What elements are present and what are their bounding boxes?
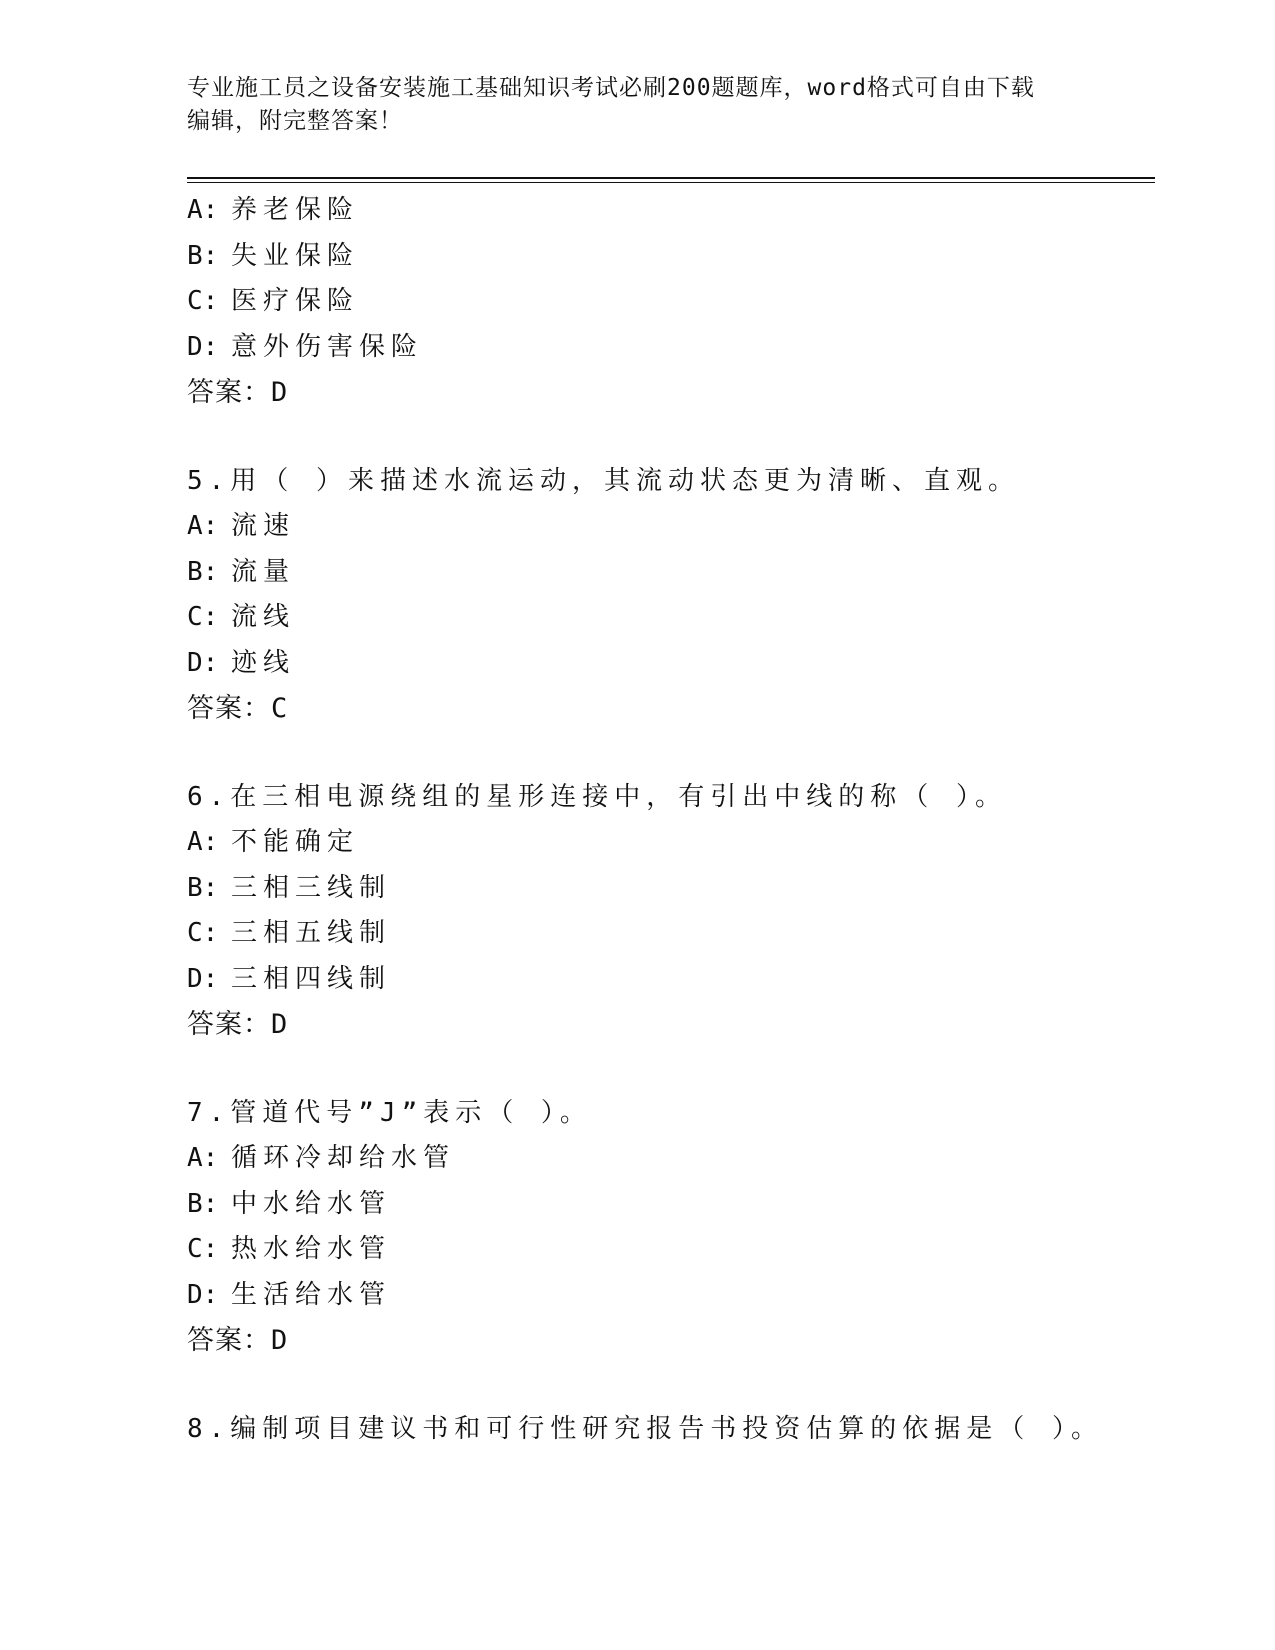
option-d xyxy=(187,325,1147,371)
option-c xyxy=(187,1227,1147,1273)
option-letter: C: xyxy=(187,1234,219,1264)
option-text: 医疗保险 xyxy=(231,286,360,316)
option-letter: B: xyxy=(187,1188,219,1219)
option-b xyxy=(187,866,1147,912)
option-letter: A: xyxy=(187,511,219,541)
question-block xyxy=(187,188,1147,416)
question-block xyxy=(187,775,1147,1048)
option-letter: B: xyxy=(187,556,219,587)
option-text: 不能确定 xyxy=(231,827,360,857)
option-d xyxy=(187,957,1147,1003)
option-c xyxy=(187,279,1147,325)
option-text: 养老保险 xyxy=(231,195,360,225)
answer-label: 答案： xyxy=(187,1009,271,1040)
option-c xyxy=(187,911,1147,957)
answer-value: C xyxy=(271,693,289,724)
question-stem: 8.编制项目建议书和可行性研究报告书投资估算的依据是（ ）。 xyxy=(187,1413,1103,1444)
option-d xyxy=(187,1273,1147,1319)
option-text: 三相三线制 xyxy=(231,872,392,903)
option-text: 流量 xyxy=(231,556,296,587)
document-header xyxy=(187,72,1087,138)
header-line-1: 专业施工员之设备安装施工基础知识考试必刷200题题库，word格式可自由下载 xyxy=(187,75,1035,101)
option-letter: C: xyxy=(187,286,219,316)
answer-label: 答案： xyxy=(187,693,271,724)
header-divider xyxy=(187,177,1155,179)
answer-line xyxy=(187,686,1147,732)
option-a xyxy=(187,188,1147,234)
question-stem: 6.在三相电源绕组的星形连接中，有引出中线的称（ ）。 xyxy=(187,781,1007,812)
question-block xyxy=(187,1407,1147,1453)
option-letter: A: xyxy=(187,827,219,857)
answer-value: D xyxy=(271,377,289,408)
question-block xyxy=(187,459,1147,732)
question-list xyxy=(187,188,1147,1495)
option-a xyxy=(187,820,1147,866)
option-letter: D: xyxy=(187,1279,219,1310)
option-text: 失业保险 xyxy=(231,240,360,271)
option-letter: D: xyxy=(187,647,219,678)
answer-label: 答案： xyxy=(187,1325,271,1356)
option-letter: D: xyxy=(187,331,219,362)
option-text: 流线 xyxy=(231,602,296,632)
option-letter: C: xyxy=(187,918,219,948)
question-block xyxy=(187,1091,1147,1364)
option-letter: B: xyxy=(187,240,219,271)
option-text: 热水给水管 xyxy=(231,1234,392,1264)
answer-line xyxy=(187,1318,1147,1364)
option-a xyxy=(187,1136,1147,1182)
option-text: 生活给水管 xyxy=(231,1279,392,1310)
option-text: 三相四线制 xyxy=(231,963,392,994)
option-text: 流速 xyxy=(231,511,296,541)
option-letter: A: xyxy=(187,195,219,225)
option-text: 意外伤害保险 xyxy=(231,331,424,362)
option-letter: B: xyxy=(187,872,219,903)
option-text: 循环冷却给水管 xyxy=(231,1143,456,1173)
answer-label: 答案： xyxy=(187,377,271,408)
option-letter: A: xyxy=(187,1143,219,1173)
option-a xyxy=(187,504,1147,550)
option-text: 中水给水管 xyxy=(231,1188,392,1219)
question-stem: 7.管道代号”J”表示（ ）。 xyxy=(187,1097,592,1128)
option-text: 三相五线制 xyxy=(231,918,392,948)
option-b xyxy=(187,234,1147,280)
header-line-2: 编辑，附完整答案！ xyxy=(187,108,403,134)
answer-value: D xyxy=(271,1325,289,1356)
option-letter: D: xyxy=(187,963,219,994)
option-text: 迹线 xyxy=(231,647,296,678)
answer-line xyxy=(187,1002,1147,1048)
option-letter: C: xyxy=(187,602,219,632)
option-b xyxy=(187,550,1147,596)
header-divider-thin xyxy=(187,182,1155,183)
option-c xyxy=(187,595,1147,641)
answer-line xyxy=(187,370,1147,416)
option-b xyxy=(187,1182,1147,1228)
option-d xyxy=(187,641,1147,687)
question-stem: 5.用（ ）来描述水流运动，其流动状态更为清晰、直观。 xyxy=(187,465,1020,496)
answer-value: D xyxy=(271,1009,289,1040)
